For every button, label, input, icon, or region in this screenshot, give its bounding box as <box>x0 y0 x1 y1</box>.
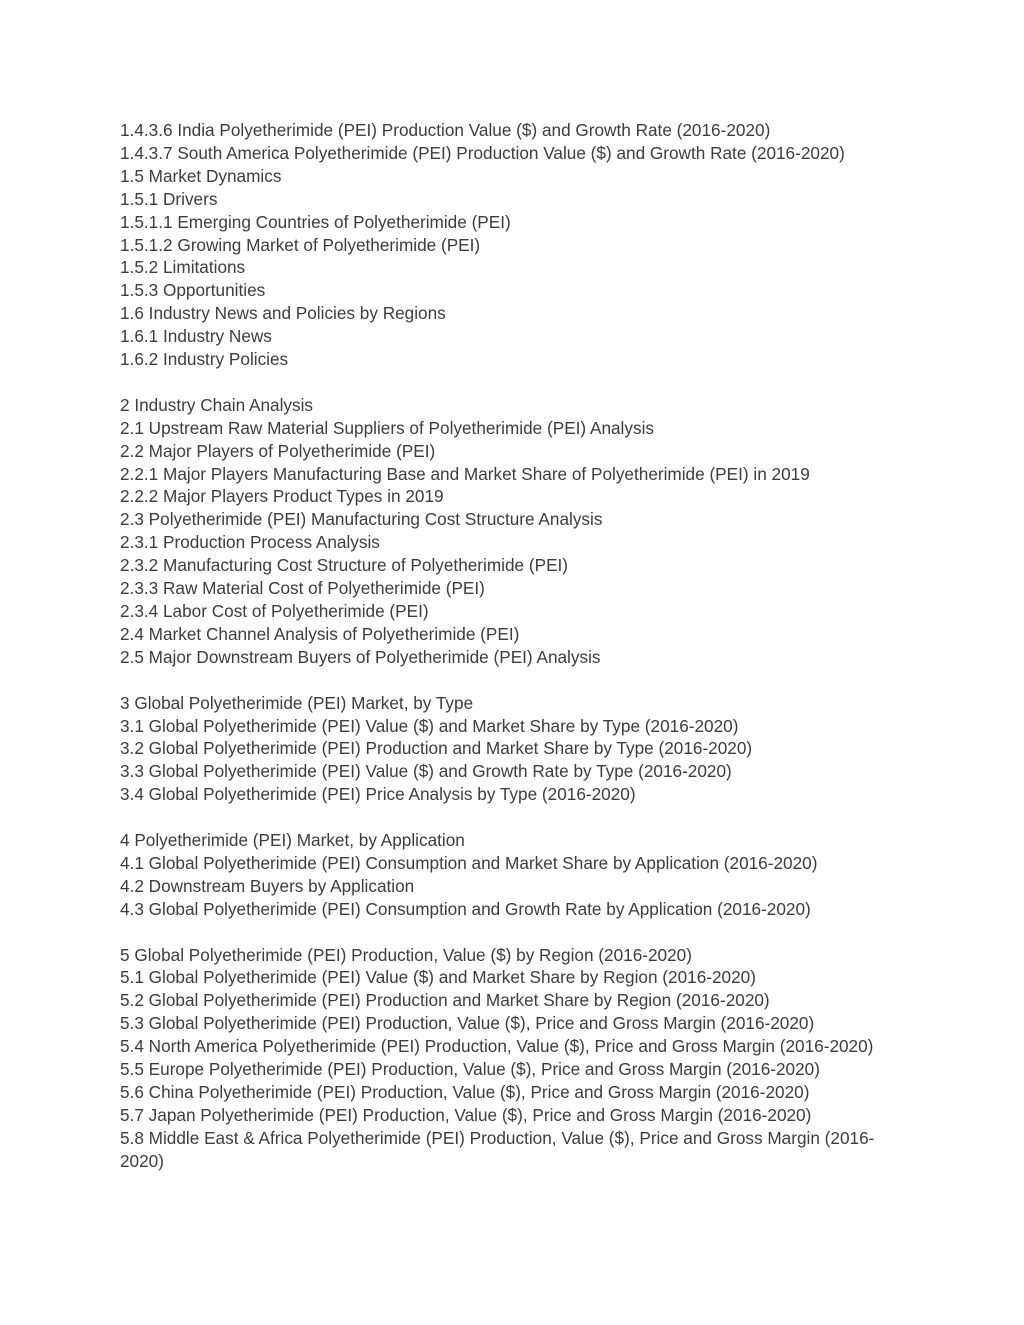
toc-line: 1.6.1 Industry News <box>120 326 272 347</box>
toc-line: 5.2 Global Polyetherimide (PEI) Production and Market Share by Region (2016-2020) <box>120 990 770 1011</box>
toc-section <box>120 829 890 921</box>
toc-line: 2.5 Major Downstream Buyers of Polyetherimide (PEI) Analysis <box>120 646 601 667</box>
toc-line: 2.2.2 Major Players Product Types in 2019 <box>120 486 444 507</box>
toc-section <box>120 944 890 1173</box>
toc-line: 3.4 Global Polyetherimide (PEI) Price Analysis by Type (2016-2020) <box>120 784 636 805</box>
section-gap <box>120 669 890 692</box>
section-heading: 3 Global Polyetherimide (PEI) Market, by Type <box>120 692 474 713</box>
section-gap <box>120 371 890 394</box>
toc-line: 1.4.3.7 South America Polyetherimide (PEI) Production Value ($) and Growth Rate (2016-2020) <box>120 142 845 163</box>
section-heading: 4 Polyetherimide (PEI) Market, by Application <box>120 830 465 851</box>
toc-line: 1.6 Industry News and Policies by Regions <box>120 303 446 324</box>
toc-line: 2.4 Market Channel Analysis of Polyetherimide (PEI) <box>120 623 520 644</box>
toc-line: 1.5.1 Drivers <box>120 188 218 209</box>
toc-line: 3.3 Global Polyetherimide (PEI) Value ($) and Growth Rate by Type (2016-2020) <box>120 761 732 782</box>
toc-line: 5.5 Europe Polyetherimide (PEI) Production, Value ($), Price and Gross Margin (2016-2020) <box>120 1059 820 1080</box>
toc-line: 5.3 Global Polyetherimide (PEI) Production, Value ($), Price and Gross Margin (2016-2020) <box>120 1013 815 1034</box>
toc-line: 4.3 Global Polyetherimide (PEI) Consumption and Growth Rate by Application (2016-2020) <box>120 898 811 919</box>
toc-line: 1.6.2 Industry Policies <box>120 349 289 370</box>
table-of-contents <box>120 119 890 1173</box>
toc-line: 4.1 Global Polyetherimide (PEI) Consumption and Market Share by Application (2016-2020) <box>120 852 818 873</box>
toc-line: 3.2 Global Polyetherimide (PEI) Production and Market Share by Type (2016-2020) <box>120 738 753 759</box>
toc-section <box>120 394 890 669</box>
toc-line: 1.4.3.6 India Polyetherimide (PEI) Production Value ($) and Growth Rate (2016-2020) <box>120 120 771 140</box>
toc-line: 2.2 Major Players of Polyetherimide (PEI) <box>120 440 436 461</box>
toc-line: 2.3.4 Labor Cost of Polyetherimide (PEI) <box>120 601 429 622</box>
toc-line: 2.3.3 Raw Material Cost of Polyetherimide (PEI) <box>120 578 485 599</box>
toc-line: 2.1 Upstream Raw Material Suppliers of Polyetherimide (PEI) Analysis <box>120 417 654 438</box>
section-heading: 5 Global Polyetherimide (PEI) Production, Value ($) by Region (2016-2020) <box>120 944 692 965</box>
toc-line: 2.3.2 Manufacturing Cost Structure of Polyetherimide (PEI) <box>120 555 569 576</box>
toc-line: 1.5.1.1 Emerging Countries of Polyetherimide (PEI) <box>120 211 511 232</box>
toc-line: 1.5 Market Dynamics <box>120 165 282 186</box>
toc-line: 1.5.2 Limitations <box>120 257 246 278</box>
section-gap <box>120 921 890 944</box>
toc-line: 4.2 Downstream Buyers by Application <box>120 875 415 896</box>
toc-line: 2.3.1 Production Process Analysis <box>120 532 380 553</box>
section-heading: 2 Industry Chain Analysis <box>120 394 313 415</box>
toc-line: 3.1 Global Polyetherimide (PEI) Value ($) and Market Share by Type (2016-2020) <box>120 715 739 736</box>
toc-section <box>120 119 890 371</box>
toc-section <box>120 692 890 807</box>
toc-line: 2.3 Polyetherimide (PEI) Manufacturing Cost Structure Analysis <box>120 509 603 530</box>
toc-line: 1.5.3 Opportunities <box>120 280 266 301</box>
toc-line: 1.5.1.2 Growing Market of Polyetherimide (PEI) <box>120 234 481 255</box>
toc-line: 2.2.1 Major Players Manufacturing Base and Market Share of Polyetherimide (PEI) in 2019 <box>120 463 810 484</box>
toc-line: 5.6 China Polyetherimide (PEI) Production, Value ($), Price and Gross Margin (2016-2020) <box>120 1082 810 1102</box>
toc-line: 5.7 Japan Polyetherimide (PEI) Production, Value ($), Price and Gross Margin (2016-2020) <box>120 1104 812 1125</box>
toc-line: 5.4 North America Polyetherimide (PEI) Production, Value ($), Price and Gross Margin (2016-2020) <box>120 1036 874 1057</box>
section-gap <box>120 806 890 829</box>
toc-line: 5.8 Middle East & Africa Polyetherimide (PEI) Production, Value ($), Price and Gross Margin (2016-2020) <box>120 1127 875 1171</box>
toc-line: 5.1 Global Polyetherimide (PEI) Value ($) and Market Share by Region (2016-2020) <box>120 967 756 988</box>
